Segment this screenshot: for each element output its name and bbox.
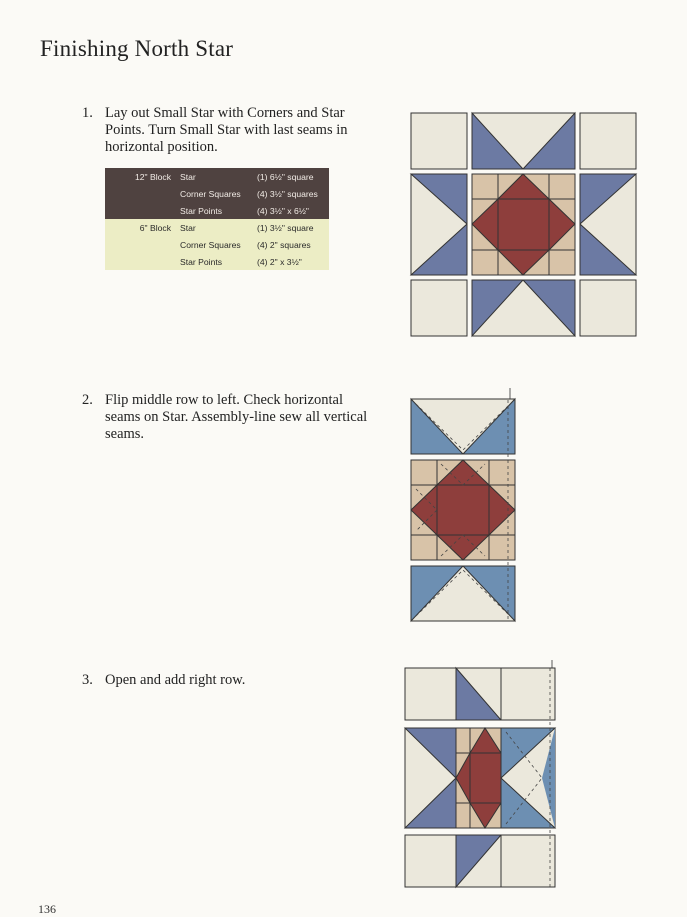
corner-square-bottom-right [580, 280, 636, 336]
step-number: 2. [82, 392, 93, 408]
flip-middle-row-diagram [408, 388, 520, 624]
corner-square [405, 668, 456, 720]
table-row [105, 236, 329, 253]
table-row [105, 168, 329, 185]
corner-square-top-right [580, 113, 636, 169]
north-star-layout-diagram [408, 110, 640, 342]
step-text: Flip middle row to left. Check horizontal seams on Star. Assembly-line sew all vertical seams. [105, 392, 368, 442]
corner-square-bottom-left [411, 280, 467, 336]
cut-size: (1) 3½" square [257, 223, 314, 233]
table-group-12-inch [105, 168, 329, 219]
piece-name: Star [180, 223, 196, 233]
piece-name: Corner Squares [180, 240, 241, 250]
cut-size: (4) 2" squares [257, 240, 311, 250]
piece-name: Star Points [180, 206, 223, 216]
cut-size: (4) 3½" squares [257, 189, 318, 199]
star-point-bottom [472, 280, 575, 336]
small-star-center [411, 460, 515, 560]
table-row [105, 202, 329, 219]
star-point-bottom-half [456, 835, 501, 887]
piece-name: Star [180, 172, 196, 182]
star-point-left [411, 174, 467, 275]
small-star-half [456, 728, 501, 828]
table-row [105, 219, 329, 236]
cutting-table [105, 168, 329, 270]
table-row [105, 253, 329, 270]
step-number: 3. [82, 672, 93, 688]
cut-size: (4) 3½" x 6½" [257, 206, 309, 216]
piece-name: Corner Squares [180, 189, 241, 199]
piece-name: Star Points [180, 257, 223, 267]
corner-square [501, 835, 555, 887]
star-point-top [472, 113, 575, 169]
corner-square-top-left [411, 113, 467, 169]
star-point-top-half [456, 668, 501, 720]
page-number: 136 [38, 902, 56, 916]
block-size: 6" Block [139, 223, 171, 233]
star-point-left [405, 728, 456, 828]
cut-size: (4) 2" x 3½" [257, 257, 302, 267]
page-title: Finishing North Star [40, 36, 234, 61]
block-size: 12" Block [134, 172, 171, 182]
small-star-center [472, 174, 575, 275]
table-group-6-inch [105, 219, 329, 270]
star-point-right [501, 728, 555, 828]
step-text: Lay out Small Star with Corners and Star Points. Turn Small Star with last seams in horizontal position. [105, 105, 348, 155]
star-point-top [411, 399, 515, 454]
step-number: 1. [82, 105, 93, 121]
star-point-right [580, 174, 636, 275]
cut-size: (1) 6½" square [257, 172, 314, 182]
table-row [105, 185, 329, 202]
add-right-row-diagram [402, 660, 562, 892]
star-point-bottom [411, 566, 515, 621]
corner-square [405, 835, 456, 887]
step-text: Open and add right row. [105, 672, 246, 688]
corner-square [501, 668, 555, 720]
